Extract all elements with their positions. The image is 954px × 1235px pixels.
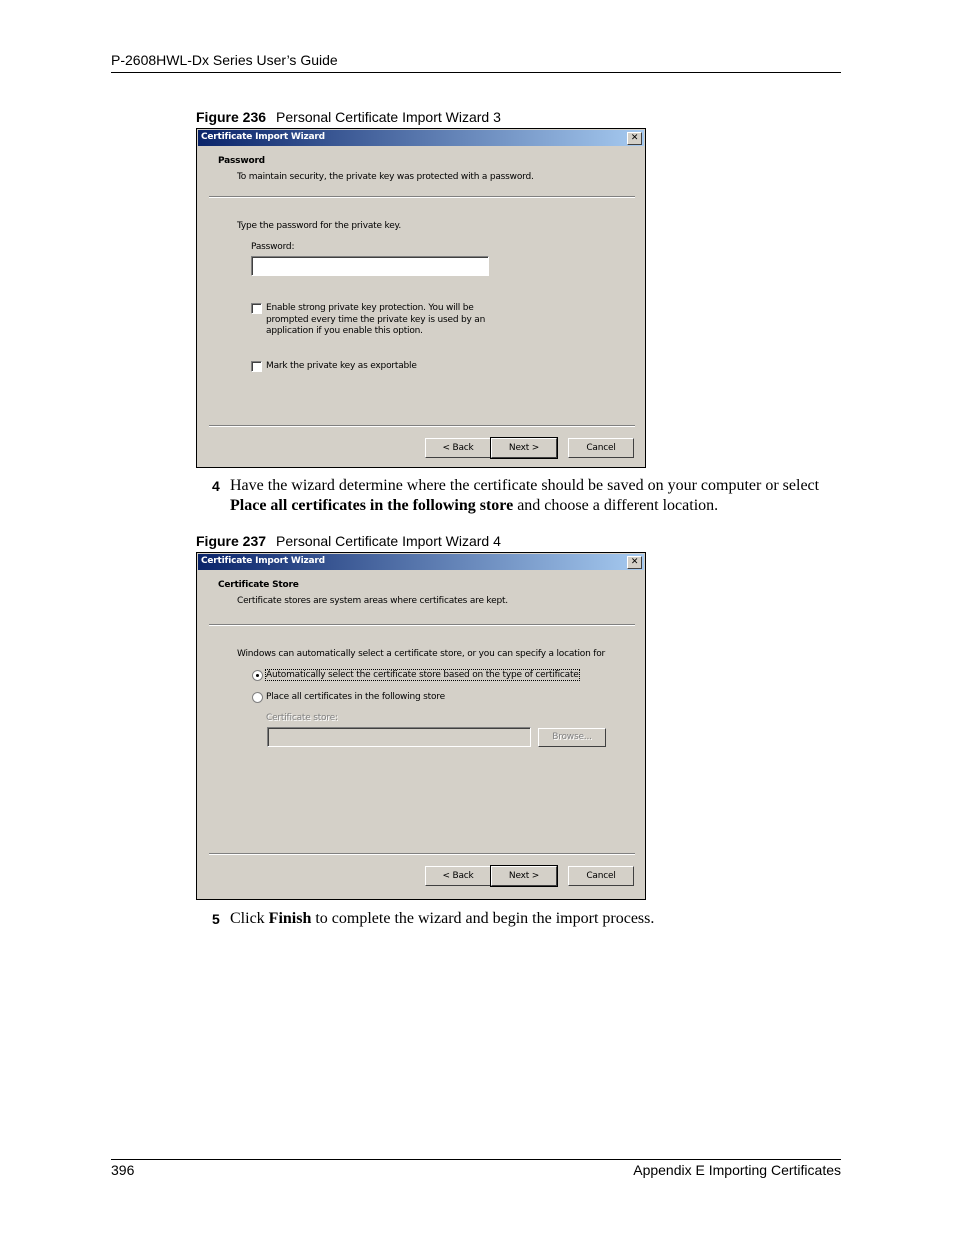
auto-select-radio[interactable] bbox=[252, 670, 263, 681]
strong-protection-label bbox=[266, 303, 485, 338]
browse-button[interactable]: Browse... bbox=[538, 728, 606, 747]
footer-rule bbox=[111, 1159, 841, 1160]
figure-237-title: Personal Certificate Import Wizard 4 bbox=[276, 533, 501, 549]
header-separator bbox=[209, 196, 635, 198]
certificate-store-label: Certificate store: bbox=[266, 713, 338, 723]
dialog-title: Certificate Import Wizard bbox=[201, 132, 325, 142]
certificate-store-wizard-dialog bbox=[196, 552, 646, 900]
next-button[interactable]: Next > bbox=[491, 866, 557, 886]
step-text-end: and choose a different location. bbox=[513, 497, 719, 514]
dialog-title-bar bbox=[198, 554, 644, 570]
step-4 bbox=[212, 476, 832, 516]
password-prompt: Type the password for the private key. bbox=[237, 221, 402, 231]
store-prompt: Windows can automatically select a certificate store, or you can specify a location for bbox=[237, 649, 606, 659]
wizard-subheading: Certificate stores are system areas where certificates are kept. bbox=[237, 596, 508, 606]
footer-separator bbox=[209, 425, 635, 427]
next-button[interactable]: Next > bbox=[491, 438, 557, 458]
place-store-label[interactable]: Place all certificates in the following store bbox=[266, 692, 445, 702]
back-button[interactable]: < Back bbox=[425, 438, 491, 458]
strong-protection-line: prompted every time the private key is used by an bbox=[266, 314, 486, 325]
password-wizard-dialog bbox=[196, 128, 646, 468]
wizard-subheading: To maintain security, the private key was protected with a password. bbox=[237, 172, 534, 182]
cancel-button[interactable]: Cancel bbox=[568, 866, 634, 886]
step-bold-text: Place all certificates in the following store bbox=[230, 497, 514, 514]
step-5 bbox=[212, 909, 832, 929]
strong-protection-checkbox[interactable] bbox=[251, 303, 262, 314]
wizard-header bbox=[197, 147, 645, 195]
wizard-header bbox=[197, 571, 645, 619]
wizard-heading: Password bbox=[218, 156, 265, 166]
password-input[interactable] bbox=[251, 256, 489, 276]
figure-236-caption bbox=[196, 109, 501, 125]
section-title: Appendix E Importing Certificates bbox=[633, 1162, 841, 1178]
certificate-store-input[interactable] bbox=[267, 727, 531, 747]
exportable-checkbox[interactable] bbox=[251, 361, 262, 372]
step-text-start: Have the wizard determine where the certificate should be saved on your computer or select bbox=[230, 477, 820, 494]
strong-protection-line: application if you enable this option. bbox=[266, 326, 423, 336]
close-icon[interactable]: ✕ bbox=[627, 556, 642, 569]
auto-select-label[interactable]: Automatically select the certificate store based on the type of certificate bbox=[266, 670, 579, 680]
figure-236-title: Personal Certificate Import Wizard 3 bbox=[276, 109, 501, 125]
back-button[interactable]: < Back bbox=[425, 866, 491, 886]
step-number: 4 bbox=[212, 478, 220, 494]
dialog-title-bar bbox=[198, 130, 644, 146]
close-icon[interactable]: ✕ bbox=[627, 132, 642, 145]
strong-protection-line: Enable strong private key protection. You will be bbox=[266, 303, 474, 313]
step-text-start: Click bbox=[230, 910, 269, 927]
place-store-radio[interactable] bbox=[252, 692, 263, 703]
step-text-end: to complete the wizard and begin the import process. bbox=[311, 910, 655, 927]
header-rule bbox=[111, 72, 841, 73]
page-header: P-2608HWL-Dx Series User’s Guide bbox=[111, 52, 338, 68]
step-bold-text: Finish bbox=[268, 910, 312, 927]
wizard-heading: Certificate Store bbox=[218, 580, 299, 590]
step-number: 5 bbox=[212, 911, 220, 927]
header-separator bbox=[209, 624, 635, 626]
radio-selected-dot bbox=[256, 674, 259, 677]
exportable-label: Mark the private key as exportable bbox=[266, 361, 417, 371]
figure-236-label: Figure 236 bbox=[196, 109, 267, 125]
step-text bbox=[230, 476, 832, 516]
page-number: 396 bbox=[111, 1162, 135, 1178]
step-text bbox=[230, 909, 832, 929]
password-label: Password: bbox=[251, 242, 295, 252]
figure-237-label: Figure 237 bbox=[196, 533, 267, 549]
cancel-button[interactable]: Cancel bbox=[568, 438, 634, 458]
figure-237-caption bbox=[196, 533, 501, 549]
footer-separator bbox=[209, 853, 635, 855]
dialog-title: Certificate Import Wizard bbox=[201, 556, 325, 566]
